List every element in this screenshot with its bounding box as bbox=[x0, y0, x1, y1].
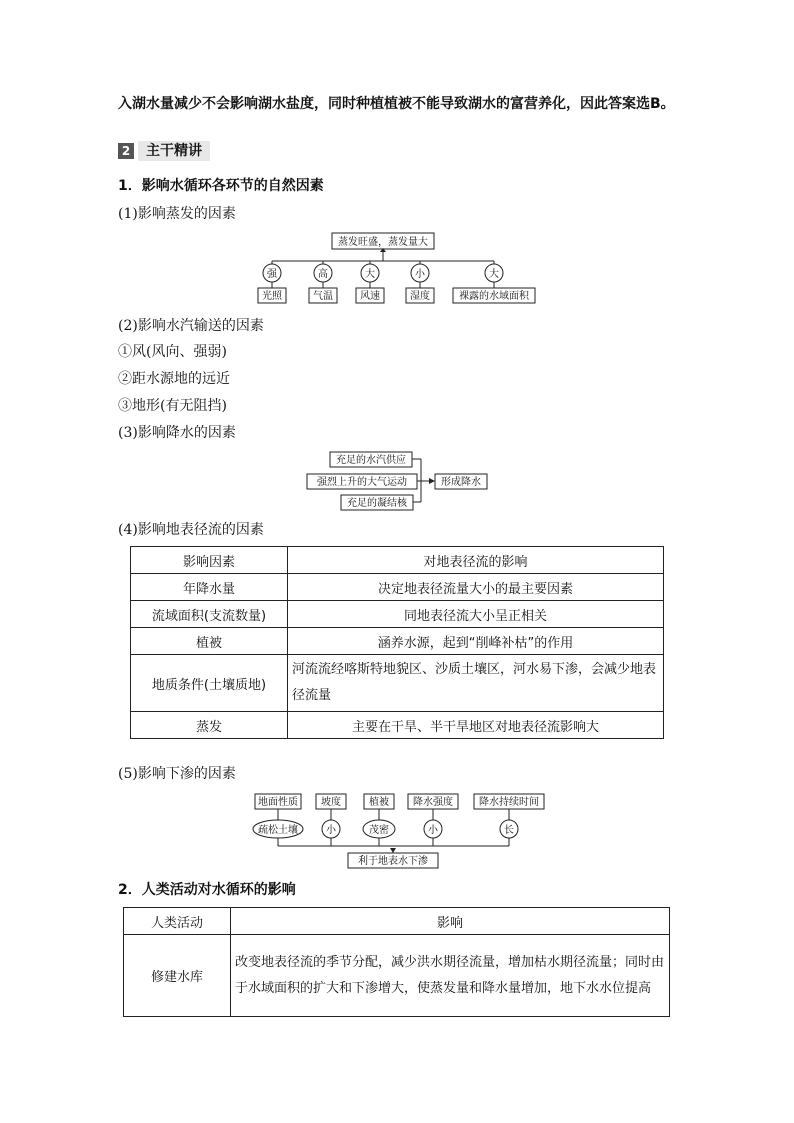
table-cell: 植被 bbox=[131, 628, 288, 655]
sub-runoff: (4)影响地表径流的因素 bbox=[118, 522, 264, 538]
vapor-item-3: ③地形(有无阻挡) bbox=[118, 398, 227, 414]
precipitation-diagram bbox=[305, 448, 495, 514]
infil-result: 利于地表水下渗 bbox=[358, 856, 428, 867]
heading-human-impact: 2．人类活动对水循环的影响 bbox=[118, 882, 296, 898]
table-header-row bbox=[124, 908, 670, 935]
table-row bbox=[131, 628, 664, 655]
table-header: 影响 bbox=[231, 908, 670, 935]
table-header: 人类活动 bbox=[124, 908, 231, 935]
human-table bbox=[123, 907, 670, 1017]
sub-evaporation: (1)影响蒸发的因素 bbox=[118, 206, 236, 222]
table-row bbox=[131, 601, 664, 628]
evaporation-diagram bbox=[250, 228, 550, 308]
table-cell: 主要在干旱、半干旱地区对地表径流影响大 bbox=[288, 712, 664, 739]
infil-name: 降水持续时间 bbox=[479, 797, 539, 808]
table-cell: 地质条件(土壤质地) bbox=[131, 655, 288, 712]
table-row bbox=[131, 655, 664, 712]
evap-value: 大 bbox=[365, 269, 375, 280]
table-cell: 流域面积(支流数量) bbox=[131, 601, 288, 628]
table-cell: 修建水库 bbox=[124, 935, 231, 1017]
infil-value: 疏松土壤 bbox=[258, 825, 298, 836]
evap-value: 高 bbox=[318, 269, 328, 280]
evap-name: 裸露的水域面积 bbox=[459, 291, 529, 302]
infil-name: 降水强度 bbox=[413, 797, 453, 808]
sub-infiltration: (5)影响下渗的因素 bbox=[118, 766, 236, 782]
section-number: 2 bbox=[118, 143, 134, 159]
table-cell: 决定地表径流量大小的最主要因素 bbox=[288, 574, 664, 601]
infil-name: 植被 bbox=[369, 797, 389, 808]
evap-factor-1 bbox=[309, 261, 337, 303]
evap-name: 气温 bbox=[313, 291, 333, 302]
infil-value: 小 bbox=[326, 825, 336, 836]
table-row bbox=[131, 712, 664, 739]
precip-input: 充足的水汽供应 bbox=[336, 455, 406, 466]
infil-name: 坡度 bbox=[321, 797, 341, 808]
vapor-item-1: ①风(风向、强弱) bbox=[118, 344, 227, 360]
infil-factor-1 bbox=[316, 794, 346, 838]
infil-value: 茂密 bbox=[369, 825, 389, 836]
infil-factor-2 bbox=[363, 794, 395, 838]
precip-result: 形成降水 bbox=[441, 477, 481, 488]
sub-precipitation: (3)影响降水的因素 bbox=[118, 425, 236, 441]
evap-factor-0 bbox=[258, 261, 286, 303]
table-cell: 涵养水源，起到“削峰补枯”的作用 bbox=[288, 628, 664, 655]
evap-factor-2 bbox=[356, 261, 384, 303]
evap-name: 光照 bbox=[262, 291, 282, 302]
table-cell: 蒸发 bbox=[131, 712, 288, 739]
infiltration-diagram bbox=[250, 792, 550, 872]
table-cell: 河流流经喀斯特地貌区、沙质土壤区，河水易下渗，会减少地表径流量 bbox=[288, 655, 664, 712]
evap-factor-3 bbox=[406, 261, 434, 303]
table-header: 对地表径流的影响 bbox=[288, 547, 664, 574]
infil-value: 小 bbox=[428, 825, 438, 836]
evap-value: 大 bbox=[489, 269, 499, 280]
evap-value: 强 bbox=[267, 269, 277, 280]
precip-input: 强烈上升的大气运动 bbox=[317, 477, 407, 488]
runoff-table bbox=[130, 546, 664, 739]
intro-line: 入湖水量减少不会影响湖水盐度，同时种植植被不能导致湖水的富营养化，因此答案选B。 bbox=[118, 96, 675, 112]
table-row bbox=[131, 574, 664, 601]
table-header: 影响因素 bbox=[131, 547, 288, 574]
table-header-row bbox=[131, 547, 664, 574]
infil-name: 地面性质 bbox=[258, 797, 298, 808]
section-header bbox=[118, 140, 210, 162]
table-row bbox=[124, 935, 670, 1017]
evap-value: 小 bbox=[415, 269, 425, 280]
sub-vapor-transport: (2)影响水汽输送的因素 bbox=[118, 318, 264, 334]
table-cell: 改变地表径流的季节分配，减少洪水期径流量，增加枯水期径流量；同时由于水域面积的扩大和下渗增大，使蒸发量和降水量增加，地下水水位提高 bbox=[231, 935, 670, 1017]
infil-factor-4 bbox=[474, 794, 544, 838]
heading-natural-factors: 1．影响水循环各环节的自然因素 bbox=[118, 178, 324, 194]
evap-name: 湿度 bbox=[410, 291, 430, 302]
evap-result-text: 蒸发旺盛，蒸发量大 bbox=[338, 237, 428, 248]
table-cell: 年降水量 bbox=[131, 574, 288, 601]
precip-input: 充足的凝结核 bbox=[347, 498, 407, 509]
infil-factor-3 bbox=[408, 794, 458, 838]
evap-name: 风速 bbox=[360, 291, 380, 302]
infil-value: 长 bbox=[504, 825, 514, 836]
table-cell: 同地表径流大小呈正相关 bbox=[288, 601, 664, 628]
infil-factor-0 bbox=[253, 794, 303, 838]
vapor-item-2: ②距水源地的远近 bbox=[118, 371, 230, 387]
section-title: 主干精讲 bbox=[138, 141, 210, 161]
evap-factor-4 bbox=[453, 261, 535, 303]
